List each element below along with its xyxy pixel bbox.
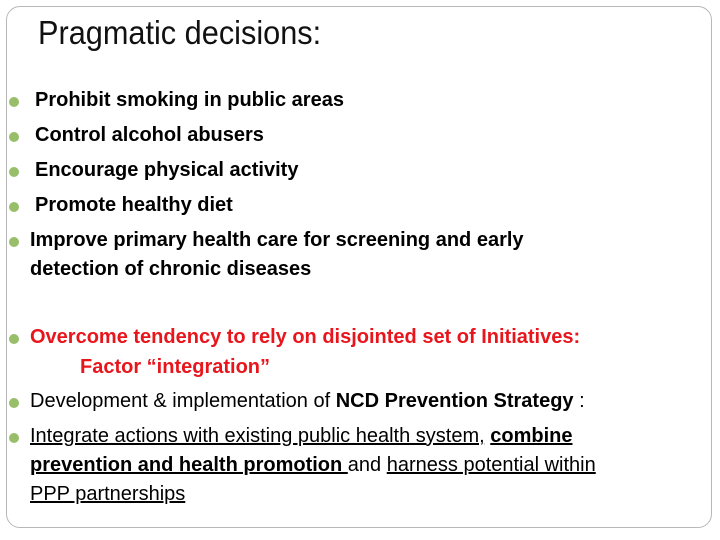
combine-text: combine bbox=[490, 425, 573, 447]
bullet-icon bbox=[9, 398, 19, 408]
strategy-name: NCD Prevention Strategy bbox=[335, 390, 574, 412]
and-text: and bbox=[347, 454, 382, 476]
slide-title: Pragmatic decisions: bbox=[38, 14, 322, 51]
integrate-text: Integrate actions with existing public health system, bbox=[30, 425, 485, 447]
list-item-text bbox=[30, 386, 585, 417]
bullet-icon bbox=[9, 202, 19, 212]
bullet-icon bbox=[9, 334, 19, 344]
harness-text: harness potential within bbox=[386, 454, 596, 476]
list-item-text: Promote healthy diet bbox=[35, 194, 233, 216]
ppp-text: PPP partnerships bbox=[30, 483, 186, 505]
list-item-text: Prohibit smoking in public areas bbox=[35, 89, 344, 111]
list-item-text: Overcome tendency to rely on disjointed set of Initiatives: bbox=[30, 326, 581, 348]
prevention-text: prevention and health promotion bbox=[30, 454, 348, 476]
list-item-text: Factor “integration” bbox=[80, 356, 271, 378]
bullet-icon bbox=[9, 237, 19, 247]
development-prefix: Development & implementation of bbox=[30, 390, 336, 412]
list-item-text: Improve primary health care for screening and early bbox=[30, 229, 524, 251]
bullet-icon bbox=[9, 167, 19, 177]
development-suffix: : bbox=[573, 390, 585, 412]
bullet-icon bbox=[9, 433, 19, 443]
list-item-text bbox=[30, 450, 596, 481]
list-item-text: Encourage physical activity bbox=[35, 159, 299, 181]
list-item-text: Control alcohol abusers bbox=[35, 124, 264, 146]
bullet-icon bbox=[9, 132, 19, 142]
list-item-text: detection of chronic diseases bbox=[30, 258, 312, 280]
list-item-text bbox=[30, 421, 573, 452]
bullet-icon bbox=[9, 97, 19, 107]
